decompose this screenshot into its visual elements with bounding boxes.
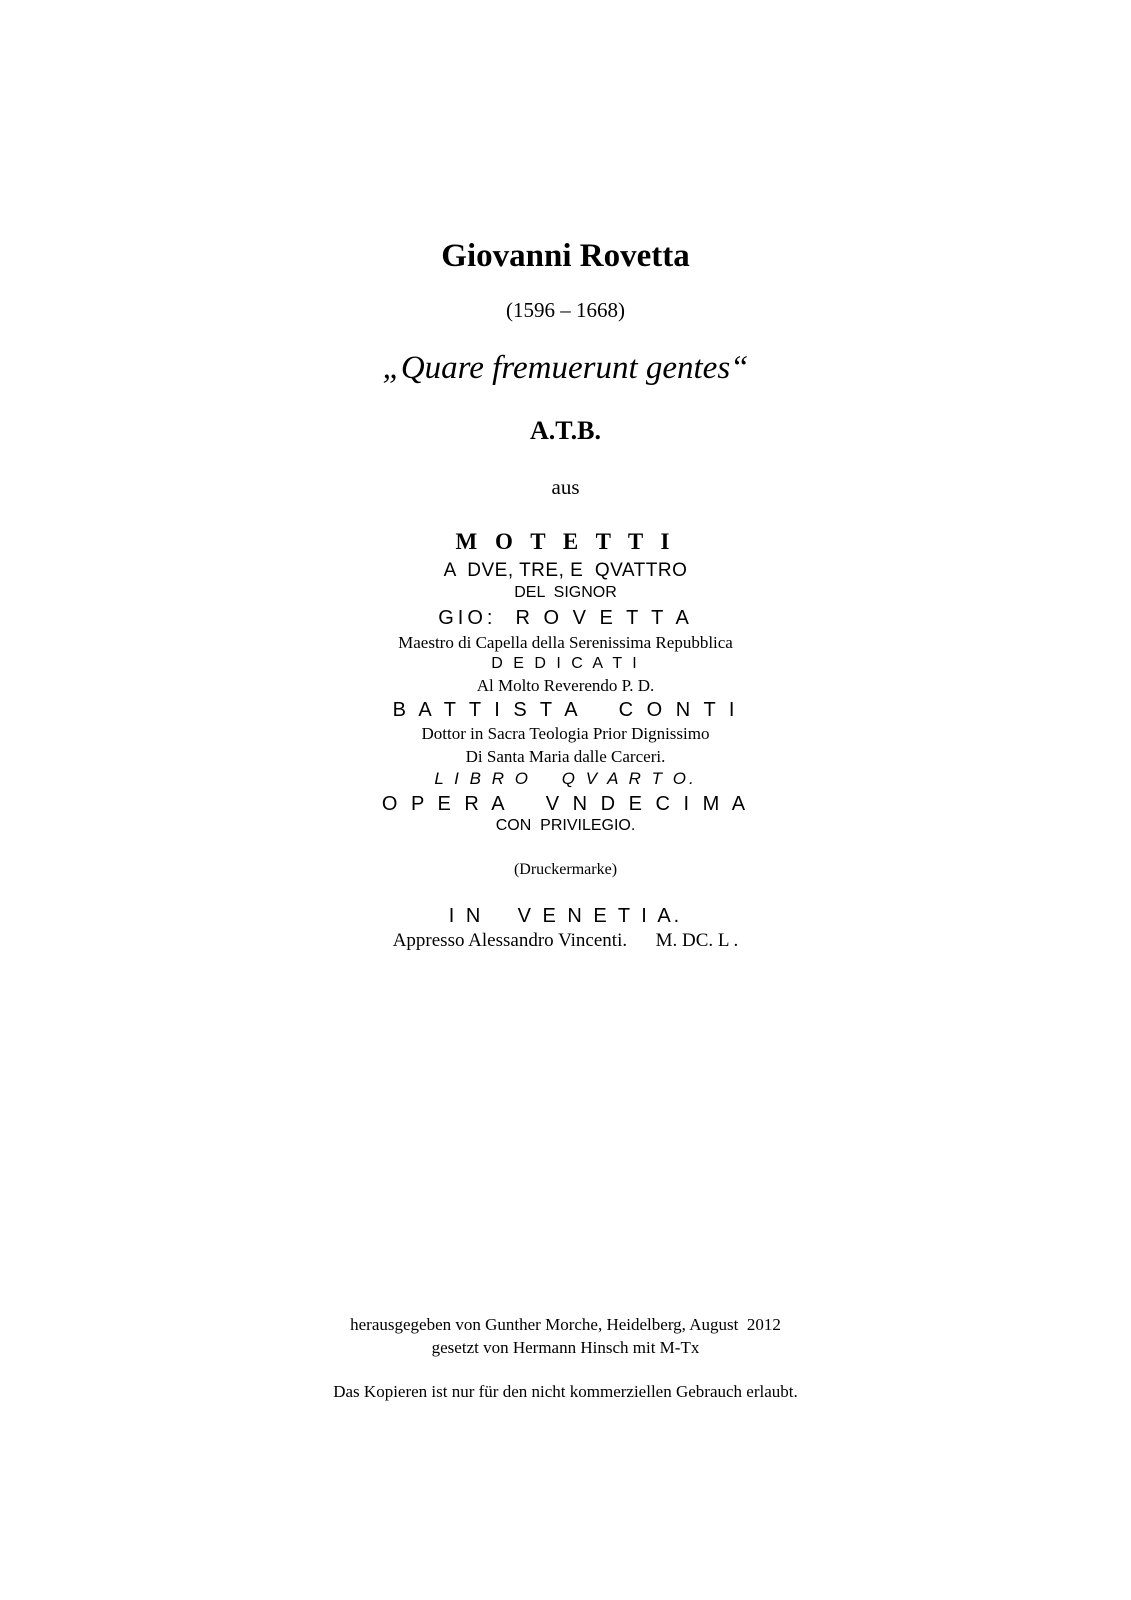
source-intro: aus bbox=[551, 475, 580, 499]
collection-title: M O T E T T I bbox=[455, 529, 676, 554]
title-page-line-dedicatee: B A T T I S T A C O N T I bbox=[392, 699, 739, 721]
title-page-line-privilegio: CON PRIVILEGIO. bbox=[495, 817, 636, 834]
imprint-publisher: Appresso Alessandro Vincenti. M. DC. L . bbox=[392, 930, 739, 951]
title-page-line-scoring: A DVE, TRE, E QVATTRO bbox=[443, 560, 688, 581]
title-page-line-opera: O P E R A V N D E C I M A bbox=[381, 793, 750, 815]
voice-scoring: A.T.B. bbox=[529, 416, 602, 445]
title-page-line-del-signor: DEL SIGNOR bbox=[514, 584, 617, 601]
copyright-notice: Das Kopieren ist nur für den nicht kommerziellen Gebrauch erlaubt. bbox=[333, 1382, 798, 1401]
printer-mark-note: (Druckermarke) bbox=[513, 861, 618, 878]
imprint-city: I N V E N E T I A. bbox=[448, 905, 683, 927]
title-page-line-maestro: Maestro di Capella della Serenissima Repubblica bbox=[398, 633, 733, 652]
title-page-line-libro: L I B R O Q V A R T O. bbox=[434, 769, 697, 788]
editor-credit: herausgegeben von Gunther Morche, Heidelberg, August 2012 bbox=[350, 1315, 781, 1334]
title-page-line-composer: GIO: R O V E T T A bbox=[438, 607, 693, 629]
composer-dates: (1596 – 1668) bbox=[506, 298, 625, 322]
title-page-line-dedicati: D E D I C A T I bbox=[491, 655, 640, 672]
work-title: „Quare fremuerunt gentes“ bbox=[382, 350, 749, 386]
title-page-line-santa-maria: Di Santa Maria dalle Carceri. bbox=[465, 747, 666, 766]
title-page-line-dedicatee-title: Al Molto Reverendo P. D. bbox=[476, 676, 655, 695]
title-page-line-dottor: Dottor in Sacra Teologia Prior Dignissimo bbox=[421, 724, 710, 743]
typesetter-credit: gesetzt von Hermann Hinsch mit M-Tx bbox=[431, 1338, 700, 1357]
composer-name: Giovanni Rovetta bbox=[441, 238, 690, 274]
